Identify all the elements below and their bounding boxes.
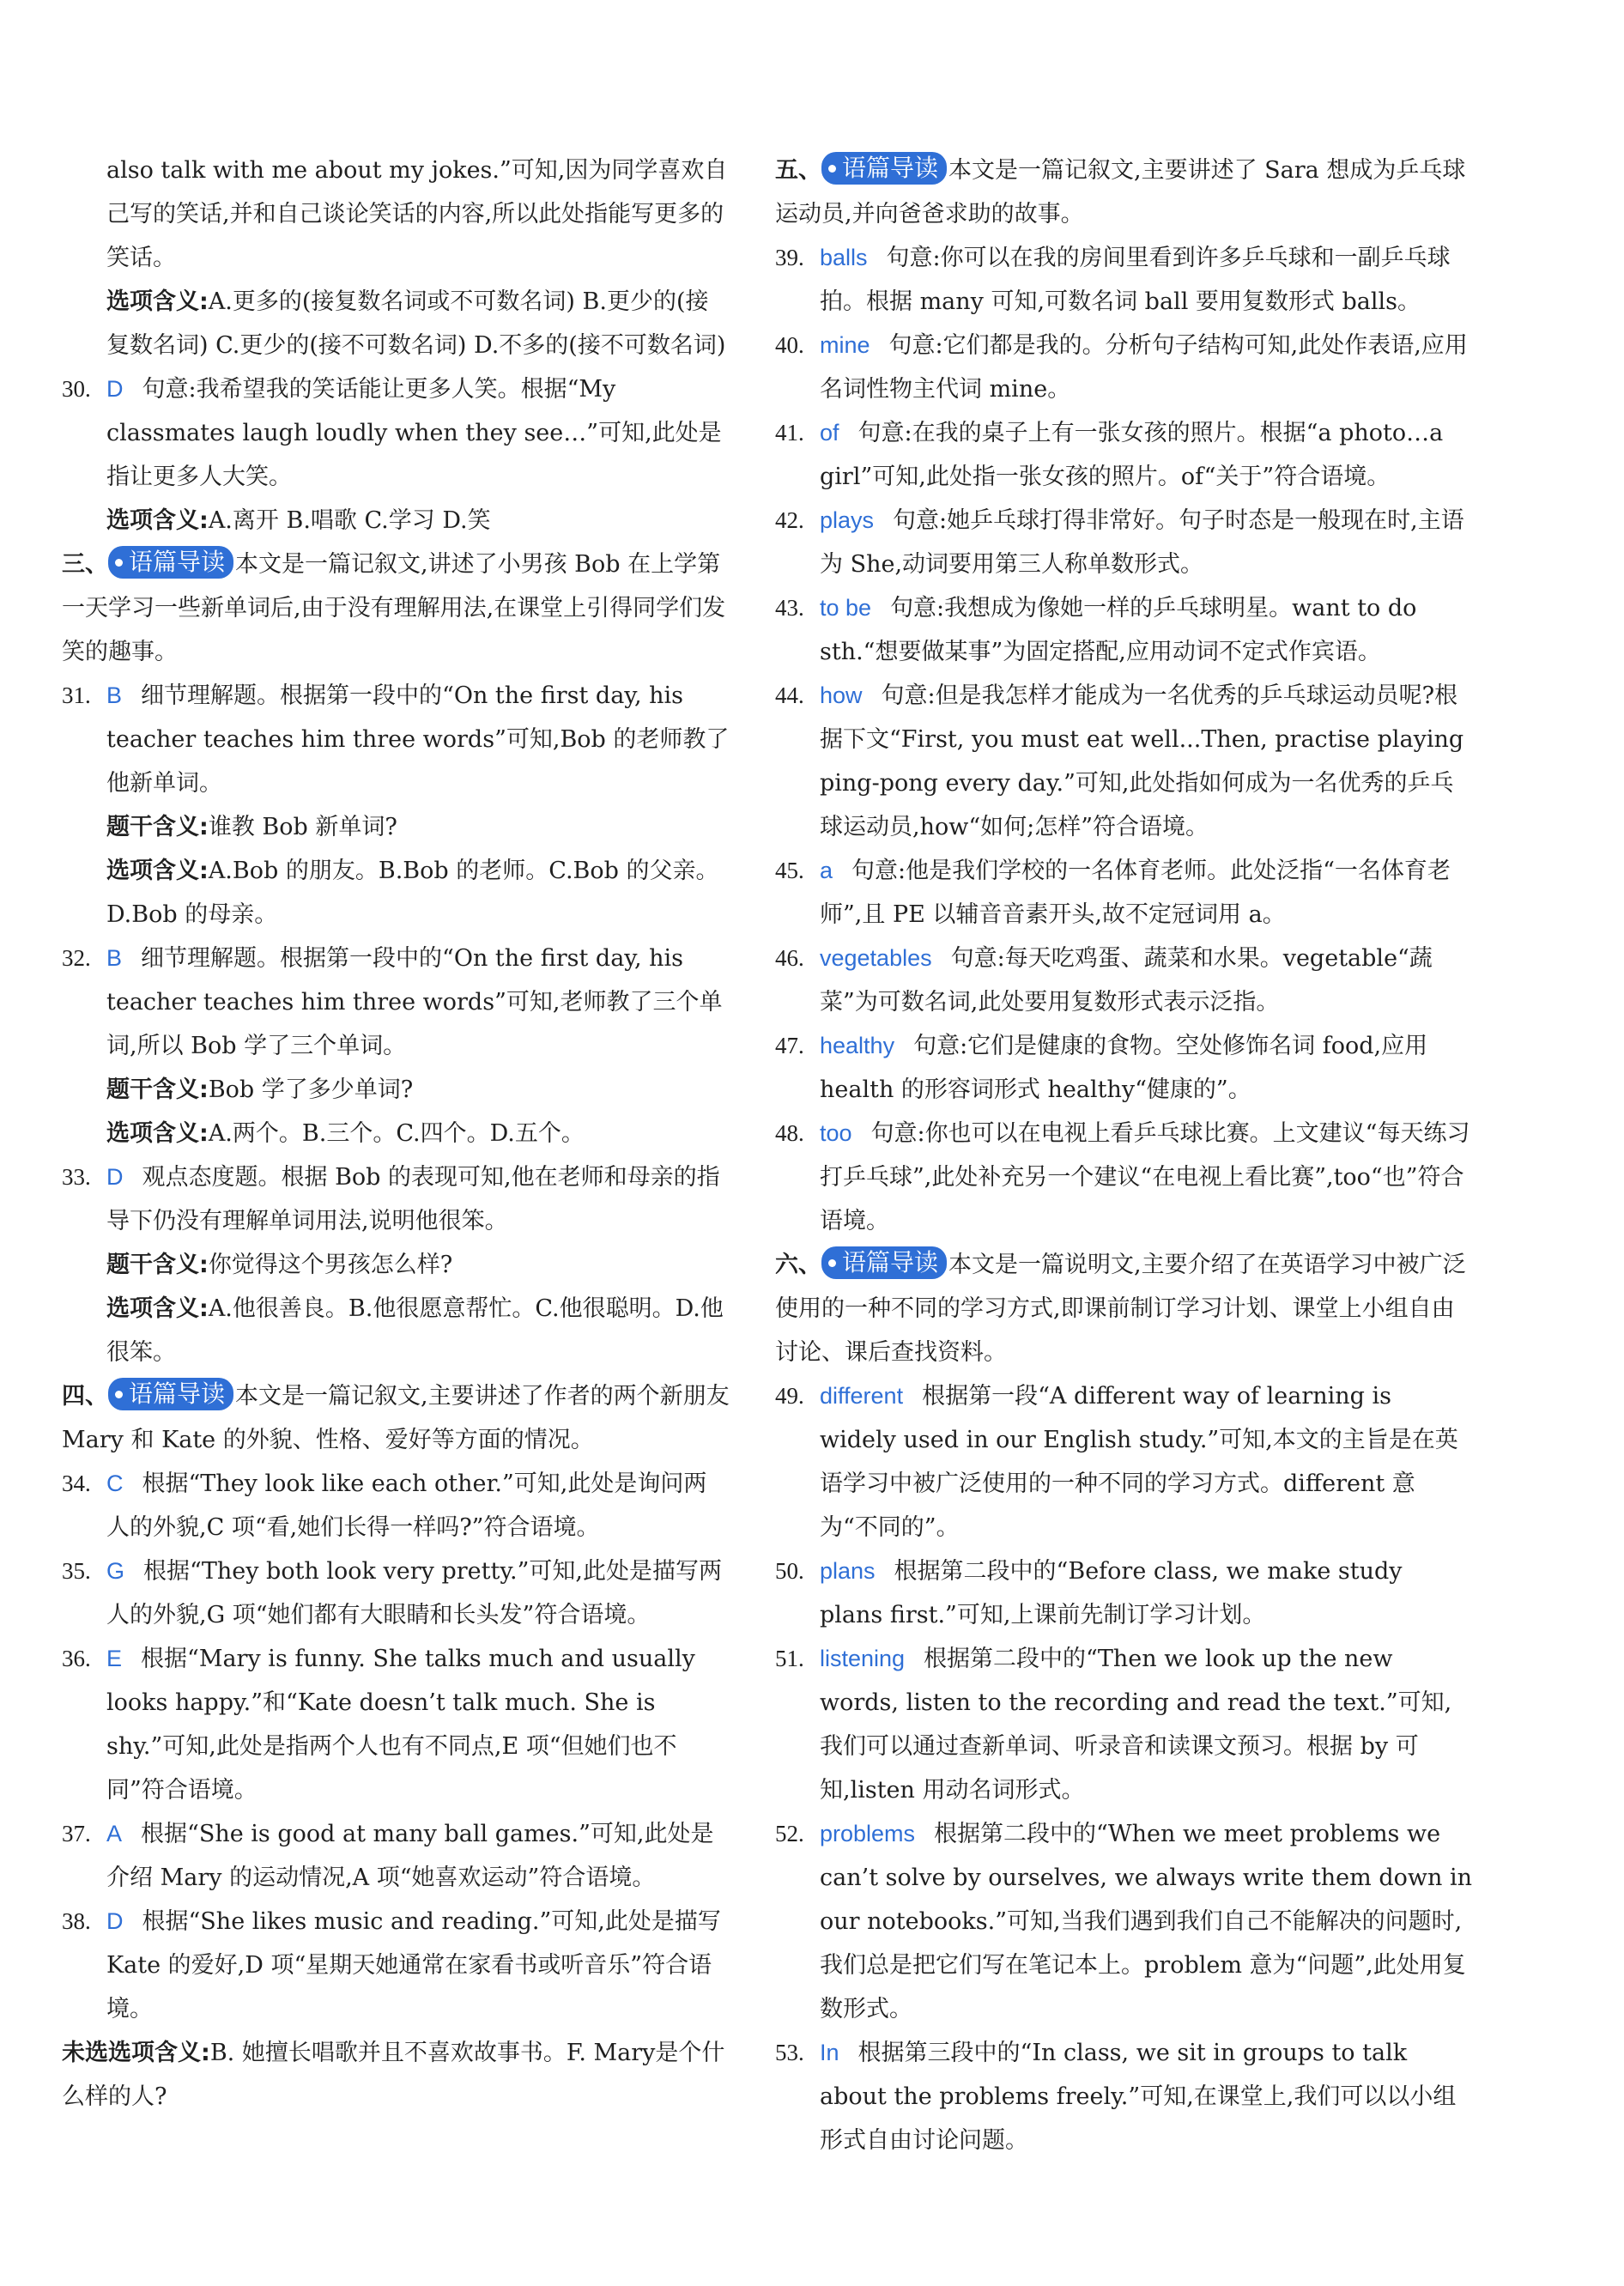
item-number: 30. [62, 376, 91, 402]
answer-item-48 [775, 1112, 1472, 1243]
answer-key: healthy [820, 1033, 895, 1058]
options-text: A.Bob 的朋友。B.Bob 的老师。C.Bob 的父亲。D.Bob 的母亲。 [106, 858, 719, 928]
answer-item-46 [775, 937, 1472, 1024]
section-summary: 本文是一篇记叙文,主要讲述了作者的两个新朋友 Mary 和 Kate 的外貌、性格、爱好等方面的情况。 [62, 1383, 730, 1453]
item-number: 31. [62, 682, 91, 708]
badge-label: 语篇导读 [842, 154, 939, 182]
options-label: 选项含义: [106, 858, 209, 884]
badge-label: 语篇导读 [842, 1248, 939, 1276]
badge-label: 语篇导读 [129, 548, 226, 576]
answer-item-39 [775, 236, 1472, 324]
stem-33 [62, 1243, 730, 1287]
item-number: 39. [775, 245, 804, 270]
section-4-guide [62, 1374, 730, 1462]
item-number: 42. [775, 507, 804, 533]
answer-item-42 [775, 499, 1472, 586]
answer-item-53 [775, 2031, 1472, 2162]
options-label: 选项含义: [106, 1295, 209, 1322]
answer-key: listening [820, 1646, 906, 1671]
explanation: 根据第二段中的“Then we look up the new words, listen to the recording and read the text.”可知,我们可以通过查新单词、听录音和读课文预习。根据 by 可知,listen 用动名词形式。 [820, 1646, 1452, 1804]
bullet-dot-icon [115, 1391, 123, 1398]
section-3-guide [62, 543, 730, 674]
options-text: A.两个。B.三个。C.四个。D.五个。 [208, 1120, 585, 1147]
explanation: 根据第二段中的“Before class, we make study plans first.”可知,上课前先制订学习计划。 [820, 1558, 1403, 1628]
explanation: 句意:你可以在我的房间里看到许多乒乓球和一副乒乓球拍。根据 many 可知,可数名词 ball 要用复数形式 balls。 [820, 245, 1451, 315]
answer-item-30 [62, 367, 730, 499]
answer-key: how [820, 682, 863, 708]
stem-text: Bob 学了多少单词? [208, 1076, 414, 1103]
bullet-dot-icon [828, 165, 836, 173]
answer-item-38 [62, 1900, 730, 2031]
item-number: 34. [62, 1470, 91, 1496]
explanation: 句意:它们是健康的食物。空处修饰名词 food,应用 health 的形容词形式 healthy“健康的”。 [820, 1033, 1428, 1103]
lead-options [62, 280, 730, 367]
options-31 [62, 849, 730, 937]
answer-item-35 [62, 1549, 730, 1637]
section-number: 四、 [62, 1383, 108, 1410]
options-label: 选项含义: [106, 1120, 209, 1147]
explanation: 根据“They both look very pretty.”可知,此处是描写两人的外貌,G 项“她们都有大眼睛和长头发”符合语境。 [106, 1558, 722, 1628]
item-number: 33. [62, 1164, 91, 1190]
unselected-text: B. 她擅长唱歌并且不喜欢故事书。F. Mary是个什么样的人? [62, 2040, 725, 2110]
badge-label: 语篇导读 [129, 1379, 226, 1408]
bullet-dot-icon [115, 559, 123, 567]
item-number: 50. [775, 1558, 804, 1584]
unselected-options [62, 2031, 730, 2119]
stem-label: 题干含义: [106, 1252, 209, 1278]
item-number: 44. [775, 682, 804, 708]
answer-item-52 [775, 1812, 1472, 2031]
answer-key: D [106, 376, 124, 402]
answer-key: G [106, 1558, 125, 1584]
explanation: 句意:但是我怎样才能成为一名优秀的乒乓球运动员呢?根据下文“First, you must eat well...Then, practise playing ping-pong every day.”可知,此处指如何成为一名优秀的乒乓球运动员,how“如何;怎样”符合语境。 [820, 682, 1464, 840]
options-label: 选项含义: [106, 288, 209, 315]
item-number: 43. [775, 595, 804, 621]
answer-item-47 [775, 1024, 1472, 1112]
left-column [62, 149, 730, 2119]
answer-key: plays [820, 507, 875, 533]
answer-item-36 [62, 1637, 730, 1812]
options-33 [62, 1287, 730, 1374]
lead-paragraph: also talk with me about my jokes.”可知,因为同学喜欢自己写的笑话,并和自己谈论笑话的内容,所以此处指能写更多的笑话。 [106, 157, 728, 271]
explanation: 根据“Mary is funny. She talks much and usually looks happy.”和“Kate doesn’t talk much. She is shy.”可知,此处是指两个人也有不同点,E 项“但她们也不同”符合语境。 [106, 1646, 695, 1804]
item-number: 51. [775, 1646, 804, 1671]
item-number: 32. [62, 945, 91, 971]
answer-item-34 [62, 1462, 730, 1549]
explanation: 细节理解题。根据第一段中的“On the first day, his teacher teaches him three words”可知,Bob 的老师教了他新单词。 [106, 682, 730, 797]
section-number: 三、 [62, 551, 108, 578]
explanation: 句意:她乒乓球打得非常好。句子时态是一般现在时,主语为 She,动词要用第三人称单数形式。 [820, 507, 1464, 578]
answer-key: a [820, 858, 833, 883]
answer-key: balls [820, 245, 868, 270]
stem-label: 题干含义: [106, 814, 209, 840]
answer-item-49 [775, 1374, 1472, 1549]
answer-item-37 [62, 1812, 730, 1900]
reading-guide-badge [821, 1246, 947, 1279]
item-number: 45. [775, 858, 804, 883]
item-number: 48. [775, 1120, 804, 1146]
answer-key: D [106, 1164, 124, 1190]
reading-guide-badge [108, 1378, 233, 1410]
unselected-label: 未选选项含义: [62, 2040, 210, 2066]
section-summary: 本文是一篇记叙文,主要讲述了 Sara 想成为乒乓球运动员,并向爸爸求助的故事。 [775, 157, 1466, 227]
item-number: 53. [775, 2040, 804, 2065]
item-number: 47. [775, 1033, 804, 1058]
section-summary: 本文是一篇说明文,主要介绍了在英语学习中被广泛使用的一种不同的学习方式,即课前制订学习计划、课堂上小组自由讨论、课后查找资料。 [775, 1252, 1466, 1366]
options-text: A.离开 B.唱歌 C.学习 D.笑 [208, 507, 491, 534]
explanation: 句意:你也可以在电视上看乒乓球比赛。上文建议“每天练习打乒乓球”,此处补充另一个建议“在电视上看比赛”,too“也”符合语境。 [820, 1120, 1470, 1234]
answer-key: B [106, 682, 123, 708]
explanation: 根据第二段中的“When we meet problems we can’t solve by ourselves, we always write them down in our notebooks.”可知,当我们遇到我们自己不能解决的问题时,我们总是把它们写在笔记本上。problem 意为“问题”,此处用复数形式。 [820, 1821, 1472, 2022]
item-number: 46. [775, 945, 804, 971]
stem-label: 题干含义: [106, 1076, 209, 1103]
options-30 [62, 499, 730, 543]
item-number: 35. [62, 1558, 91, 1584]
answer-key: D [106, 1908, 124, 1934]
answer-key: mine [820, 332, 870, 358]
answer-key: E [106, 1646, 123, 1671]
stem-text: 谁教 Bob 新单词? [208, 814, 397, 840]
explanation: 句意:在我的桌子上有一张女孩的照片。根据“a photo…a girl”可知,此处指一张女孩的照片。of“关于”符合语境。 [820, 420, 1444, 490]
explanation: 句意:我想成为像她一样的乒乓球明星。want to do sth.“想要做某事”为固定搭配,应用动词不定式作宾语。 [820, 595, 1417, 665]
answer-key: B [106, 945, 123, 971]
item-number: 40. [775, 332, 804, 358]
stem-text: 你觉得这个男孩怎么样? [208, 1252, 453, 1278]
stem-31 [62, 805, 730, 849]
answer-key: A [106, 1821, 123, 1846]
explanation: 句意:每天吃鸡蛋、蔬菜和水果。vegetable“蔬菜”为可数名词,此处要用复数形式表示泛指。 [820, 945, 1433, 1016]
answer-item-50 [775, 1549, 1472, 1637]
explanation: 句意:他是我们学校的一名体育老师。此处泛指“一名体育老师”,且 PE 以辅音音素开头,故不定冠词用 a。 [820, 858, 1451, 928]
answer-key: too [820, 1120, 852, 1146]
options-32 [62, 1112, 730, 1155]
answer-item-43 [775, 586, 1472, 674]
answer-item-45 [775, 849, 1472, 937]
answer-key: different [820, 1383, 904, 1409]
answer-item-32 [62, 937, 730, 1068]
explanation: 根据“They look like each other.”可知,此处是询问两人的外貌,C 项“看,她们长得一样吗?”符合语境。 [106, 1470, 707, 1541]
answer-item-51 [775, 1637, 1472, 1812]
answer-item-40 [775, 324, 1472, 411]
answer-key: In [820, 2040, 839, 2065]
options-text: A.更多的(接复数名词或不可数名词) B.更少的(接复数名词) C.更少的(接不可数名词) D.不多的(接不可数名词) [106, 288, 726, 359]
section-5-guide [775, 149, 1472, 236]
answer-key: of [820, 420, 839, 446]
section-summary: 本文是一篇记叙文,讲述了小男孩 Bob 在上学第一天学习一些新单词后,由于没有理解用法,在课堂上引得同学们发笑的趣事。 [62, 551, 726, 665]
explanation: 句意:它们都是我的。分析句子结构可知,此处作表语,应用名词性物主代词 mine。 [820, 332, 1468, 403]
options-text: A.他很善良。B.他很愿意帮忙。C.他很聪明。D.他很笨。 [106, 1295, 724, 1366]
explanation: 根据第一段“A different way of learning is widely used in our English study.”可知,本文的主旨是在英语学习中被广泛使用的一种不同的学习方式。different 意为“不同的”。 [820, 1383, 1458, 1541]
stem-32 [62, 1068, 730, 1112]
item-number: 49. [775, 1383, 804, 1409]
answer-key: plans [820, 1558, 876, 1584]
section-number: 六、 [775, 1252, 821, 1278]
reading-guide-badge [108, 546, 233, 579]
right-column [775, 149, 1472, 2162]
section-number: 五、 [775, 157, 821, 184]
item-number: 38. [62, 1908, 91, 1934]
section-6-guide [775, 1243, 1472, 1374]
explanation: 根据“She likes music and reading.”可知,此处是描写 Kate 的爱好,D 项“星期天她通常在家看书或听音乐”符合语境。 [106, 1908, 721, 2022]
answer-key: problems [820, 1821, 916, 1846]
answer-item-44 [775, 674, 1472, 849]
item-number: 41. [775, 420, 804, 446]
reading-guide-badge [821, 152, 947, 185]
answer-item-41 [775, 411, 1472, 499]
item-number: 52. [775, 1821, 804, 1846]
explanation: 句意:我希望我的笑话能让更多人笑。根据“My classmates laugh loudly when they see…”可知,此处是指让更多人大笑。 [106, 376, 722, 490]
answer-item-33 [62, 1155, 730, 1243]
explanation: 细节理解题。根据第一段中的“On the first day, his teacher teaches him three words”可知,老师教了三个单词,所以 Bob 学了三个单词。 [106, 945, 723, 1059]
answer-key: to be [820, 595, 872, 621]
answer-key: vegetables [820, 945, 932, 971]
answer-key: C [106, 1470, 124, 1496]
explanation: 根据第三段中的“In class, we sit in groups to talk about the problems freely.”可知,在课堂上,我们可以以小组形式自由讨论问题。 [820, 2040, 1457, 2154]
item-number: 37. [62, 1821, 91, 1846]
options-label: 选项含义: [106, 507, 209, 534]
item-number: 36. [62, 1646, 91, 1671]
bullet-dot-icon [828, 1259, 836, 1267]
explanation: 观点态度题。根据 Bob 的表现可知,他在老师和母亲的指导下仍没有理解单词用法,说明他很笨。 [106, 1164, 720, 1234]
explanation: 根据“She is good at many ball games.”可知,此处是介绍 Mary 的运动情况,A 项“她喜欢运动”符合语境。 [106, 1821, 714, 1891]
answer-item-31 [62, 674, 730, 805]
